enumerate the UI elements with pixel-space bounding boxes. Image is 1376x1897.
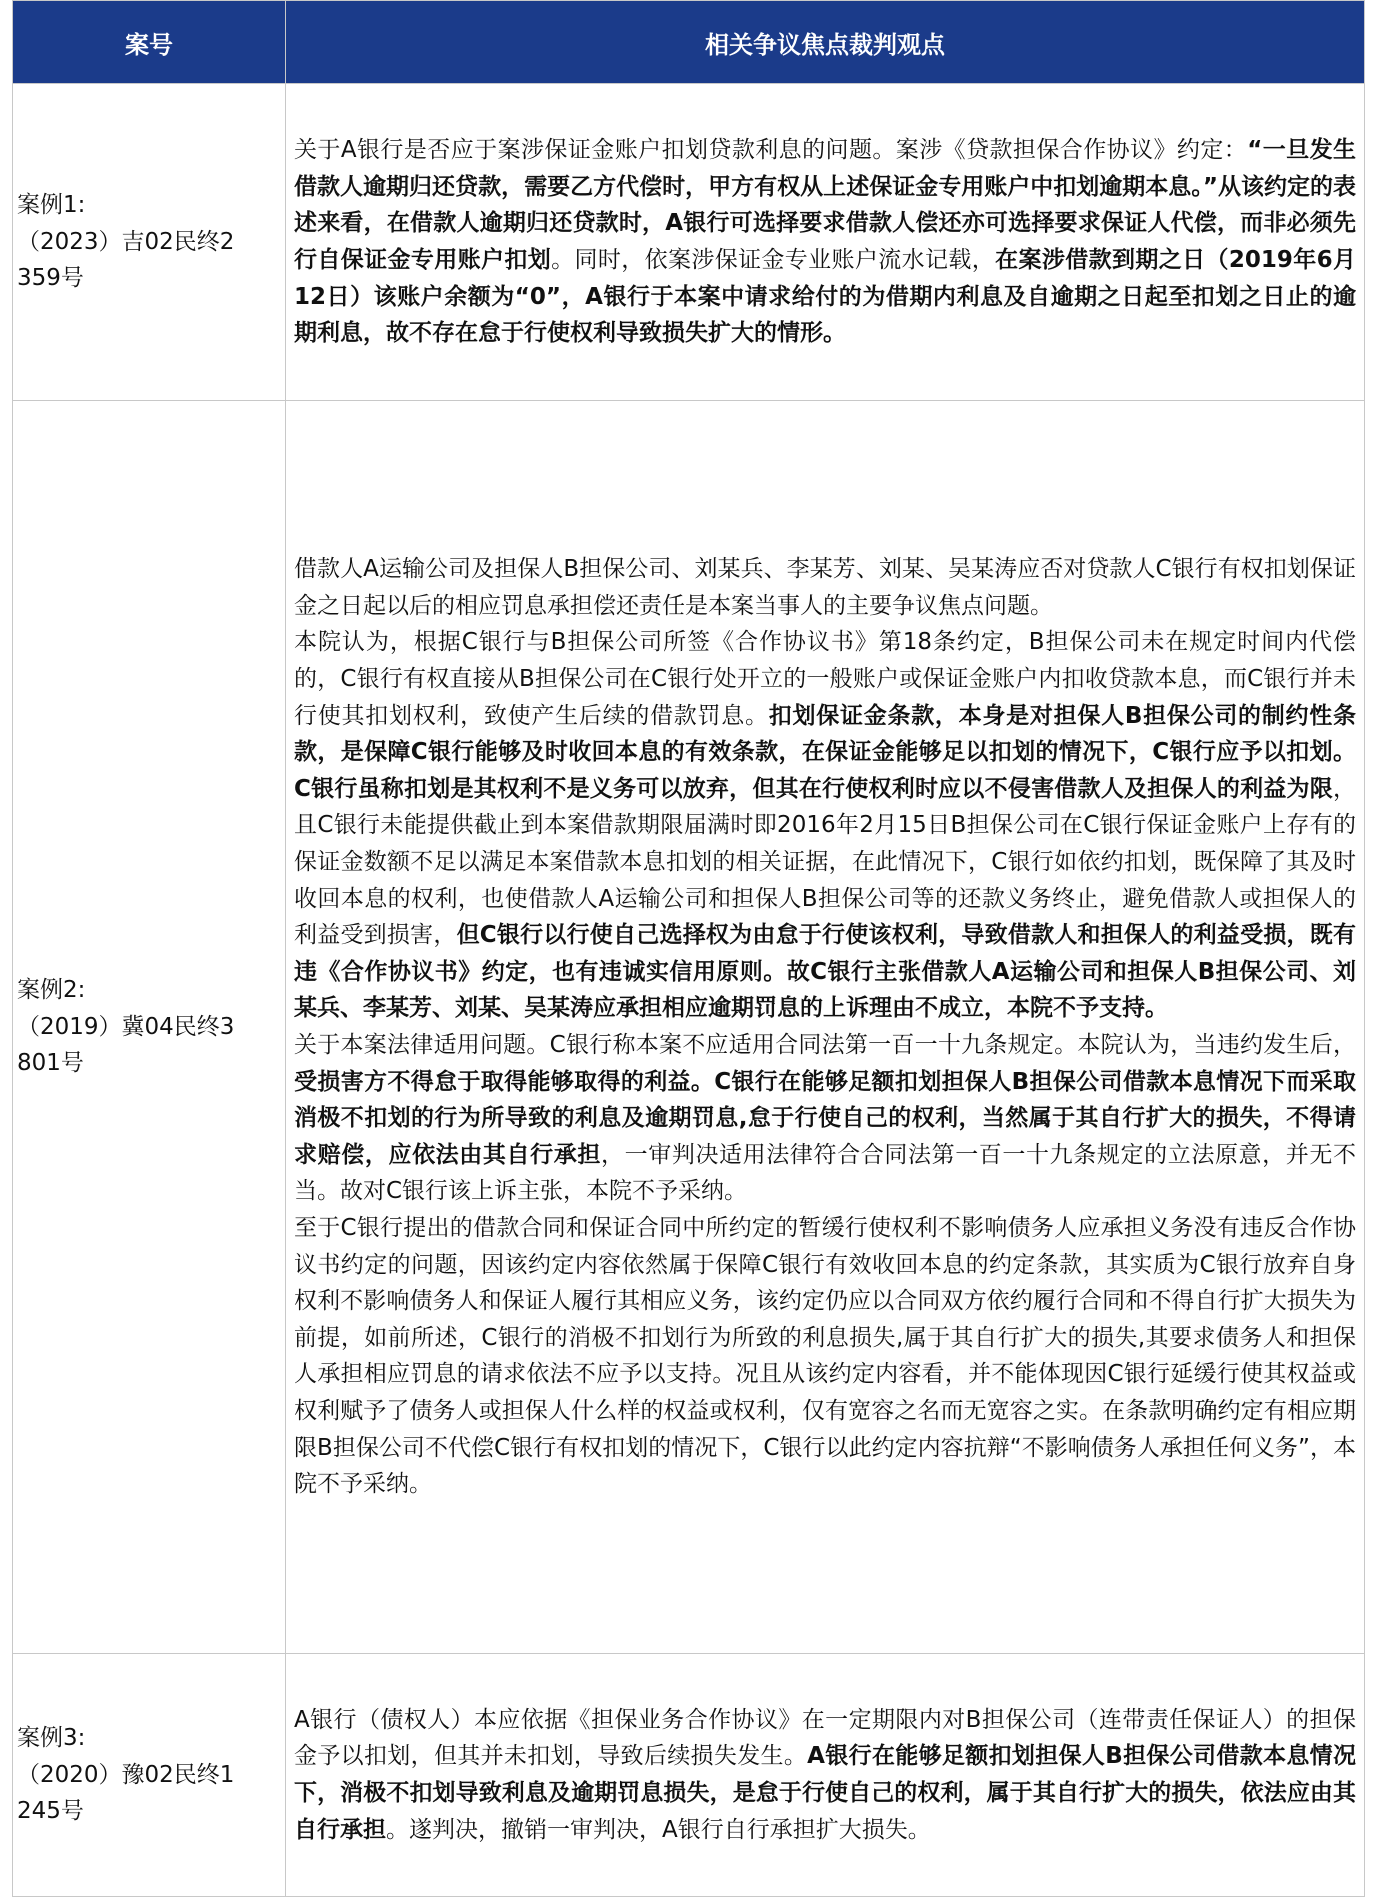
text-run: 关于A银行是否应于案涉保证金账户扣划贷款利息的问题。案涉《贷款担保合作协议》约定： [294,137,1248,164]
judgment-table-wrapper [12,0,1364,1897]
judgment-paragraph [294,1210,1356,1503]
judgment-view-cell [286,1654,1365,1897]
case-number-line: 801号 [17,1050,84,1077]
case-label: 案例1: [17,192,86,219]
case-number-line: （2020）豫02民终1 [17,1761,235,1788]
judgment-paragraph [294,1702,1356,1848]
table-row [13,401,1365,1654]
text-run: 本院认为，根据C银行与B担保公司所签《合作协议书》第18条约定，B担保公司未在规定时间内代偿的，C银行有权直接从B担保公司在C银行处开立的一般账户或保证金账户内扣收贷款本息，而C银行并未行使其扣划权利，致使产生后续的借款罚息。 [294,629,1356,729]
judgment-table [12,0,1365,1897]
case-number-line: （2019）冀04民终3 [17,1013,235,1040]
case-cell [13,401,286,1654]
judgment-paragraph [294,132,1356,352]
judgment-paragraph [294,1027,1356,1210]
bold-text-run: “一旦发生借款人逾期归还贷款，需要乙方代偿时，甲方有权从上述保证金专用账户中扣划逾期本息。”从该约定的表述来看，在借款人逾期归还贷款时，A银行可选择要求借款人偿还亦可选择要求保证人代偿，而非必须先行自保证金专用账户扣划 [294,137,1357,273]
table-row [13,1654,1365,1897]
text-run: 至于C银行提出的借款合同和保证合同中所约定的暂缓行使权利不影响债务人应承担义务没有违反合作协议书约定的问题，因该约定内容依然属于保障C银行有效收回本息的约定条款，其实质为C银行放弃自身权利不影响债务人和保证人履行其相应义务，该约定仍应以合同双方依约履行合同和不得自行扩大损失为前提，如前所述，C银行的消极不扣划行为所致的利息损失,属于其自行扩大的损失,其要求债务人和担保人承担相应罚息的请求依法不应予以支持。况且从该约定内容看，并不能体现因C银行延缓行使其权益或权利赋予了债务人或担保人什么样的权益或权利，仅有宽容之名而无宽容之实。在条款明确约定有相应期限B担保公司不代偿C银行有权扣划的情况下，C银行以此约定内容抗辩“不影响债务人承担任何义务”，本院不予采纳。 [294,1214,1356,1498]
table-header-row [13,1,1365,84]
table-row [13,84,1365,401]
case-cell [13,1654,286,1897]
text-run: 。遂判决，撤销一审判决，A银行自行承担扩大损失。 [386,1816,931,1843]
header-case-number: 案号 [13,1,286,84]
bold-text-run: 扣划保证金条款，本身是对担保人B担保公司的制约性条款，是保障C银行能够及时收回本息的有效条款，在保证金能够足以扣划的情况下，C银行应予以扣划。C银行虽称扣划是其权利不是义务可以放弃，但其在行使权利时应以不侵害借款人及担保人的利益为限 [294,702,1357,802]
judgment-view-cell [286,84,1365,401]
case-label: 案例2: [17,977,86,1004]
bold-text-run: 但C银行以行使自己选择权为由怠于行使该权利，导致借款人和担保人的利益受损，既有违《合作协议书》约定，也有违诚实信用原则。故C银行主张借款人A运输公司和担保人B担保公司、刘某兵、李某芳、刘某、吴某涛应承担相应逾期罚息的上诉理由不成立，本院不予支持。 [294,922,1356,1022]
text-run: A银行（债权人）本应依据《担保业务合作协议》在一定期限内对B担保公司（连带责任保证人）的担保金予以扣划，但其并未扣划，导致后续损失发生。 [294,1706,1356,1770]
text-run: 借款人A运输公司及担保人B担保公司、刘某兵、李某芳、刘某、吴某涛应否对贷款人C银行有权扣划保证金之日起以后的相应罚息承担偿还责任是本案当事人的主要争议焦点问题。 [294,556,1356,619]
case-cell [13,84,286,401]
text-run: 关于本案法律适用问题。C银行称本案不应适用合同法第一百一十九条规定。本院认为，当违约发生后， [294,1032,1356,1058]
bold-text-run: A银行在能够足额扣划担保人B担保公司借款本息情况下，消极不扣划导致利息及逾期罚息损失，是怠于行使自己的权利，属于其自行扩大的损失，依法应由其自行承担 [294,1743,1356,1843]
header-judgment-views: 相关争议焦点裁判观点 [286,1,1365,84]
judgment-paragraph [294,624,1356,1027]
case-label: 案例3: [17,1725,86,1752]
bold-text-run: 受损害方不得怠于取得能够取得的利益。C银行在能够足额扣划担保人B担保公司借款本息情况下而采取消极不扣划的行为所导致的利息及逾期罚息,怠于行使自己的权利，当然属于其自行扩大的损失，不得请求赔偿，应依法由其自行承担 [294,1068,1356,1168]
case-number-line: 245号 [17,1798,84,1825]
judgment-view-cell [286,401,1365,1654]
case-number-line: （2023）吉02民终2 [17,228,235,255]
case-number-line: 359号 [17,265,84,292]
judgment-paragraph [294,551,1356,624]
bold-text-run: 在案涉借款到期之日（2019年6月12日）该账户余额为“0”，A银行于本案中请求给付的为借期内利息及自逾期之日起至扣划之日止的逾期利息，故不存在怠于行使权利导致损失扩大的情形。 [294,247,1357,347]
text-run: ，且C银行未能提供截止到本案借款期限届满时即2016年2月15日B担保公司在C银行保证金账户上存有的保证金数额不足以满足本案借款本息扣划的相关证据，在此情况下，C银行如依约扣划，既保障了其及时收回本息的权利，也使借款人A运输公司和担保人B担保公司等的还款义务终止，避免借款人或担保人的利益受到损害， [294,775,1356,949]
text-run: ，一审判决适用法律符合合同法第一百一十九条规定的立法原意，并无不当。故对C银行该上诉主张，本院不予采纳。 [294,1141,1357,1205]
text-run: 。同时，依案涉保证金专业账户流水记载， [551,247,996,273]
